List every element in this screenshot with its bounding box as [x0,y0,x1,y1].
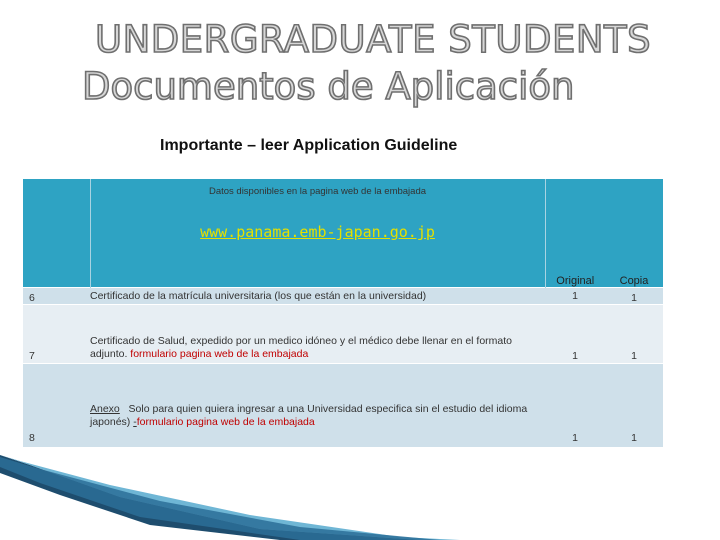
row-number: 8 [23,363,90,447]
row-original: 1 [545,304,605,363]
table-row [23,363,663,447]
row-description-text: Solo para quien quiera ingresar a una Universidad especifica sin el estudio del idioma japonés) [90,402,528,428]
subtitle: Importante – leer Application Guideline [160,137,458,154]
dash: - [133,415,137,428]
row-number: 7 [23,304,90,363]
form-link[interactable]: formulario pagina web de la embajada [130,347,309,360]
documents-table [23,179,663,447]
row-copia: 1 [605,363,663,447]
row-description: Certificado de la matrícula universitaria (los que están en la universidad) [90,287,545,304]
header-empty-cell [23,179,90,270]
row-description-text: Certificado de Salud, expedido por un medico idóneo y el médico debe llenar en el formato adjunto. [90,334,513,360]
form-link[interactable]: formulario pagina web de la embajada [136,415,315,428]
header-copia-cell [605,179,663,270]
embassy-link[interactable]: www.panama.emb-japan.go.jp [200,223,435,241]
header-original-cell [545,179,605,270]
row-original: 1 [545,363,605,447]
row-copia: 1 [605,287,663,304]
row-original: 1 [545,287,605,304]
table-row [23,287,663,304]
table-row [23,304,663,363]
title-line-1: UNDERGRADUATE STUDENTS [95,18,652,61]
title-line-2: Documentos de Aplicación [82,65,575,108]
decorative-swoosh [0,455,720,540]
banner-text: Datos disponibles en la pagina web de la embajada [208,186,427,197]
row-number: 6 [23,287,90,304]
row-description [90,304,545,363]
col-original-label: Original [545,270,605,287]
row-description [90,363,545,447]
col-copia-label: Copia [605,270,663,287]
banner-cell [90,179,545,270]
row-copia: 1 [605,304,663,363]
anexo-link[interactable]: Anexo [90,402,120,415]
